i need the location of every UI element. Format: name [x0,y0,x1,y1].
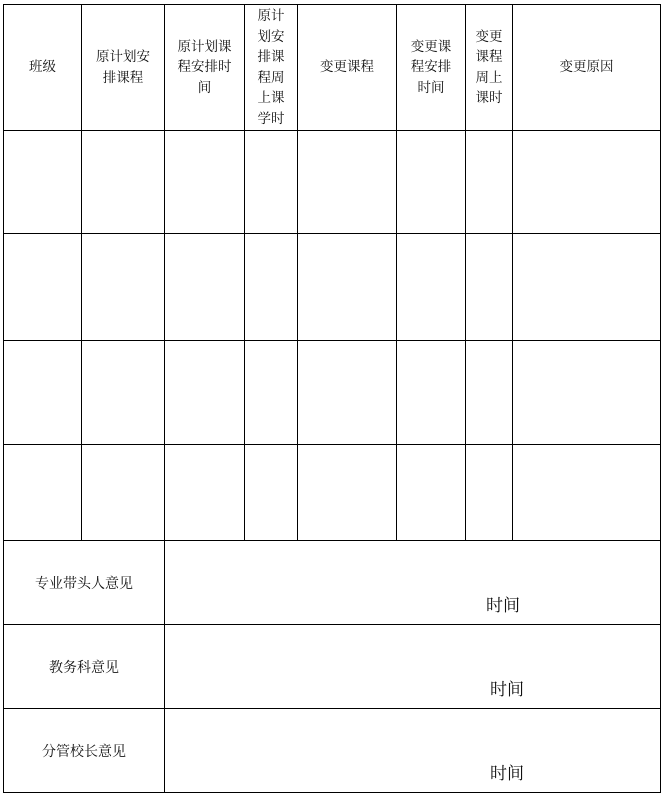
cell-changed-time[interactable] [397,445,466,541]
data-row [4,234,661,341]
cell-original-course[interactable] [82,131,165,234]
cell-class[interactable] [4,131,82,234]
header-change-reason-text: 变更原因 [559,59,614,76]
header-changed-hours [466,5,513,131]
approval-row-vice-principal [4,709,661,793]
header-original-hours-text: 原计划安排课程周上课学时 [257,8,285,127]
cell-original-hours[interactable] [245,341,298,445]
course-change-form [3,4,661,793]
cell-original-time[interactable] [165,131,245,234]
header-original-course [82,5,165,131]
header-original-time [165,5,245,131]
cell-original-time[interactable] [165,341,245,445]
cell-changed-time[interactable] [397,234,466,341]
cell-original-course[interactable] [82,445,165,541]
approval-date-label: 时间 [490,764,524,784]
approval-label-major-lead: 专业带头人意见 [4,541,165,625]
cell-changed-time[interactable] [397,341,466,445]
data-row [4,445,661,541]
data-row [4,131,661,234]
cell-changed-course[interactable] [298,131,397,234]
header-changed-time-text: 变更课程安排时间 [410,38,452,96]
cell-changed-course[interactable] [298,341,397,445]
header-changed-course-text: 变更课程 [320,59,374,76]
cell-class[interactable] [4,234,82,341]
data-row [4,341,661,445]
cell-changed-hours[interactable] [466,234,513,341]
header-changed-time [397,5,466,131]
header-changed-hours-text: 变更课程周上课时 [475,28,503,106]
cell-change-reason[interactable] [513,234,661,341]
header-class [4,5,82,131]
approval-label-vice-principal: 分管校长意见 [4,709,165,793]
cell-original-hours[interactable] [245,131,298,234]
cell-changed-hours[interactable] [466,131,513,234]
header-row [4,5,661,131]
approval-opinion-academic-affairs[interactable] [165,625,661,709]
cell-original-hours[interactable] [245,234,298,341]
cell-change-reason[interactable] [513,341,661,445]
approval-label-academic-affairs: 教务科意见 [4,625,165,709]
header-class-text: 班级 [29,59,56,76]
header-original-hours [245,5,298,131]
cell-changed-hours[interactable] [466,341,513,445]
cell-changed-course[interactable] [298,445,397,541]
header-changed-course [298,5,397,131]
cell-original-time[interactable] [165,445,245,541]
approval-row-major-lead [4,541,661,625]
approval-opinion-vice-principal[interactable] [165,709,661,793]
approval-date-label: 时间 [486,596,520,616]
cell-original-time[interactable] [165,234,245,341]
header-original-course-text: 原计划安排课程 [96,49,150,86]
cell-original-course[interactable] [82,234,165,341]
cell-changed-time[interactable] [397,131,466,234]
cell-change-reason[interactable] [513,445,661,541]
cell-class[interactable] [4,341,82,445]
header-original-time-text: 原计划课程安排时间 [177,38,232,96]
cell-change-reason[interactable] [513,131,661,234]
cell-changed-course[interactable] [298,234,397,341]
cell-changed-hours[interactable] [466,445,513,541]
cell-original-hours[interactable] [245,445,298,541]
approval-opinion-major-lead[interactable] [165,541,661,625]
cell-original-course[interactable] [82,341,165,445]
header-change-reason [513,5,661,131]
approval-date-label: 时间 [490,680,524,700]
cell-class[interactable] [4,445,82,541]
approval-row-academic-affairs [4,625,661,709]
